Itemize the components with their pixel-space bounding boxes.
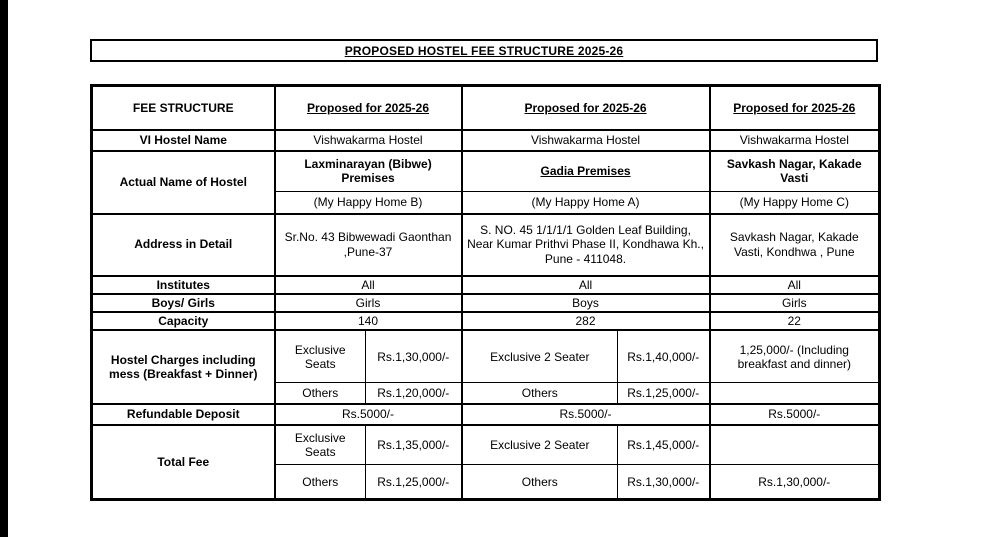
alias-col1: (My Happy Home B): [275, 192, 462, 214]
total-col2-type: Exclusive 2 Seater: [462, 425, 618, 465]
header-label-cell: FEE STRUCTURE: [92, 86, 275, 130]
deposit-col2: Rs.5000/-: [462, 404, 710, 425]
header-row: [92, 86, 880, 130]
alias-col3: (My Happy Home C): [710, 192, 880, 214]
institutes-col3: All: [710, 276, 880, 294]
total-col2-amount: Rs.1,45,000/-: [618, 425, 710, 465]
total-others-col2-type: Others: [462, 465, 618, 500]
premises-col2: Gadia Premises: [462, 151, 710, 192]
premises-col3: Savkash Nagar, Kakade Vasti: [710, 151, 880, 192]
total-others-col1-type: Others: [275, 465, 366, 500]
address-col3: Savkash Nagar, Kakade Vasti, Kondhwa , Pune: [710, 214, 880, 276]
capacity-col2: 282: [462, 312, 710, 330]
deposit-col1: Rs.5000/-: [275, 404, 462, 425]
charges-others-col3-amount: [710, 383, 880, 404]
charges-row-1: [92, 330, 880, 383]
institutes-label: Institutes: [92, 276, 275, 294]
charges-others-col2-amount: Rs.1,25,000/-: [618, 383, 710, 404]
header-proposed-col3: Proposed for 2025-26: [710, 86, 880, 130]
total-label: Total Fee: [92, 425, 275, 500]
institutes-col1: All: [275, 276, 462, 294]
document-title: PROPOSED HOSTEL FEE STRUCTURE 2025-26: [344, 43, 624, 58]
header-proposed-col2: Proposed for 2025-26: [462, 86, 710, 130]
charges-label: Hostel Charges including mess (Breakfast + Dinner): [92, 330, 275, 404]
charges-col2-type: Exclusive 2 Seater: [462, 330, 618, 383]
charges-col1-amount: Rs.1,30,000/-: [366, 330, 462, 383]
charges-others-col1-type: Others: [275, 383, 366, 404]
deposit-col3: Rs.5000/-: [710, 404, 880, 425]
premises-col1: Laxminarayan (Bibwe) Premises: [275, 151, 462, 192]
hostel-name-label: VI Hostel Name: [92, 130, 275, 151]
hostel-name-col3: Vishwakarma Hostel: [710, 130, 880, 151]
charges-others-col2-type: Others: [462, 383, 618, 404]
address-col1: Sr.No. 43 Bibwewadi Gaonthan ,Pune-37: [275, 214, 462, 276]
charges-col1-type: Exclusive Seats: [275, 330, 366, 383]
total-col1-amount: Rs.1,35,000/-: [366, 425, 462, 465]
hostel-name-row: [92, 130, 880, 151]
charges-others-col1-amount: Rs.1,20,000/-: [366, 383, 462, 404]
scan-edge-strip: [0, 0, 8, 537]
total-col3-amount-top: [710, 425, 880, 465]
alias-col2: (My Happy Home A): [462, 192, 710, 214]
capacity-row: [92, 312, 880, 330]
actual-name-label: Actual Name of Hostel: [92, 151, 275, 214]
institutes-col2: All: [462, 276, 710, 294]
actual-name-row: [92, 151, 880, 192]
gender-col1: Girls: [275, 294, 462, 312]
address-row: [92, 214, 880, 276]
gender-label: Boys/ Girls: [92, 294, 275, 312]
document-title-box: [90, 39, 878, 62]
capacity-label: Capacity: [92, 312, 275, 330]
total-others-col2-amount: Rs.1,30,000/-: [618, 465, 710, 500]
address-label: Address in Detail: [92, 214, 275, 276]
header-proposed-col1: Proposed for 2025-26: [275, 86, 462, 130]
capacity-col3: 22: [710, 312, 880, 330]
gender-col2: Boys: [462, 294, 710, 312]
total-row-1: [92, 425, 880, 465]
total-others-col3-amount: Rs.1,30,000/-: [710, 465, 880, 500]
fee-structure-table: [90, 84, 881, 501]
deposit-label: Refundable Deposit: [92, 404, 275, 425]
deposit-row: [92, 404, 880, 425]
address-col2: S. NO. 45 1/1/1/1 Golden Leaf Building, Near Kumar Prithvi Phase II, Kondhawa Kh., Pune - 411048.: [462, 214, 710, 276]
total-col1-type: Exclusive Seats: [275, 425, 366, 465]
charges-col3-amount: 1,25,000/- (Including breakfast and dinner): [710, 330, 880, 383]
capacity-col1: 140: [275, 312, 462, 330]
institutes-row: [92, 276, 880, 294]
hostel-name-col1: Vishwakarma Hostel: [275, 130, 462, 151]
gender-row: [92, 294, 880, 312]
gender-col3: Girls: [710, 294, 880, 312]
charges-col2-amount: Rs.1,40,000/-: [618, 330, 710, 383]
hostel-name-col2: Vishwakarma Hostel: [462, 130, 710, 151]
total-others-col1-amount: Rs.1,25,000/-: [366, 465, 462, 500]
